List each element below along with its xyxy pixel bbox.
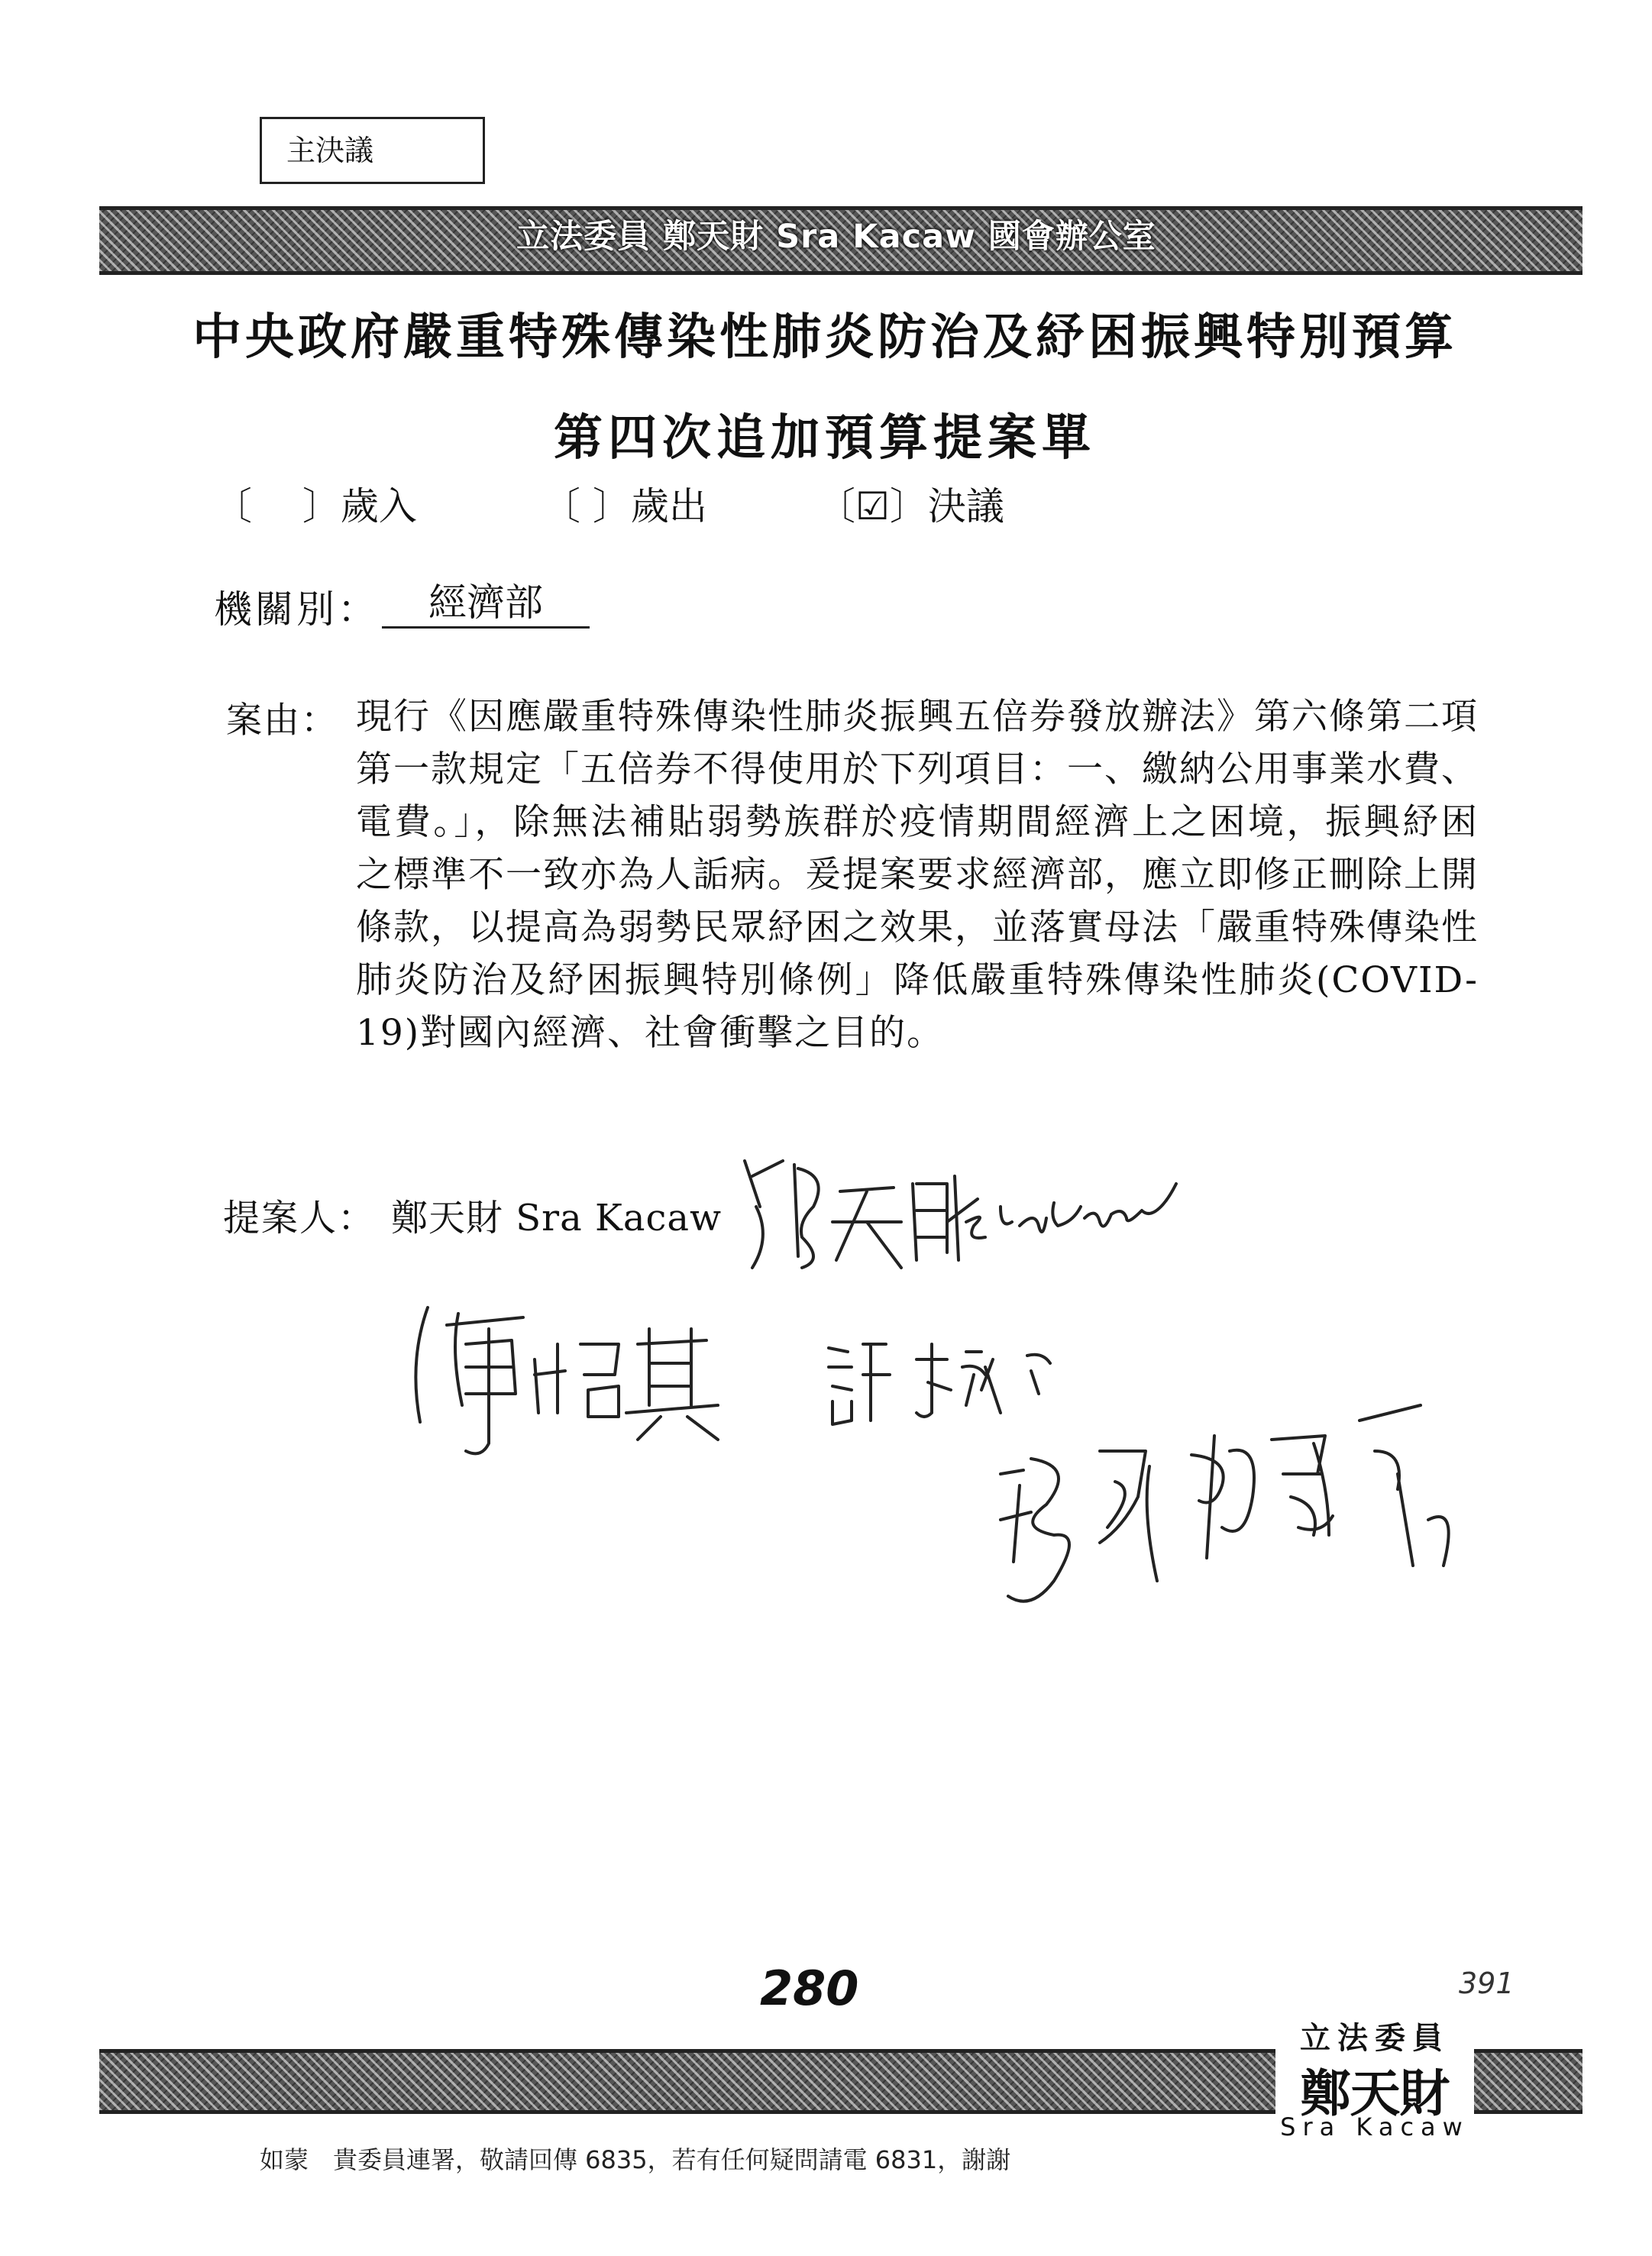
document-tag: 主決議 bbox=[260, 117, 485, 184]
option-revenue: 〔 〕歲入 bbox=[214, 484, 417, 528]
signature-tan bbox=[829, 1344, 1050, 1424]
signature-yang bbox=[1001, 1405, 1449, 1602]
document-title: 中央政府嚴重特殊傳染性肺炎防治及紓困振興特別預算 bbox=[192, 309, 1457, 366]
footer-note: 如蒙 貴委員連署，敬請回傳 6835，若有任何疑問請電 6831，謝謝 bbox=[260, 2145, 1011, 2174]
page-corner-number: 391 bbox=[1459, 1967, 1515, 2000]
signature-proposer bbox=[745, 1161, 1176, 1268]
signature-fu bbox=[415, 1307, 718, 1453]
agency-label: 機關別： bbox=[214, 587, 379, 632]
option-resolution: 〔☑〕決議 bbox=[817, 484, 1004, 528]
logo-title: 立法委員 bbox=[1300, 2021, 1450, 2056]
option-expenditure: 〔 〕歲出 bbox=[542, 484, 707, 528]
reason-label: 案由： bbox=[226, 700, 338, 742]
page-number: 280 bbox=[760, 1960, 859, 2016]
document-subtitle: 第四次追加預算提案單 bbox=[554, 409, 1096, 467]
proposer-label: 提案人： bbox=[223, 1197, 377, 1240]
reason-text: 現行《因應嚴重特殊傳染性肺炎振興五倍券發放辦法》第六條第二項第一款規定「五倍券不得使用於下列項目：一、繳納公用事業水費、電費。」，除無法補貼弱勢族群於疫情期間經濟上之困境，振興紓困之標準不一致亦為人詬病。爰提案要求經濟部，應立即修正刪除上開條款，以提高為弱勢民眾紓困之效果，並落實母法「嚴重特殊傳染性肺炎防治及紓困振興特別條例」降低嚴重特殊傳染性肺炎(COVID-19)對國內經濟、社會衝擊之目的。 bbox=[356, 696, 1479, 1054]
logo-name: 鄭天財 bbox=[1300, 2064, 1450, 2123]
office-banner-title: 立法委員 鄭天財 Sra Kacaw 國會辦公室 bbox=[516, 218, 1156, 256]
agency-value: 經濟部 bbox=[382, 579, 590, 629]
logo-romanized-name: Sra Kacaw bbox=[1280, 2112, 1469, 2141]
proposer-value: 鄭天財 Sra Kacaw bbox=[391, 1197, 723, 1240]
